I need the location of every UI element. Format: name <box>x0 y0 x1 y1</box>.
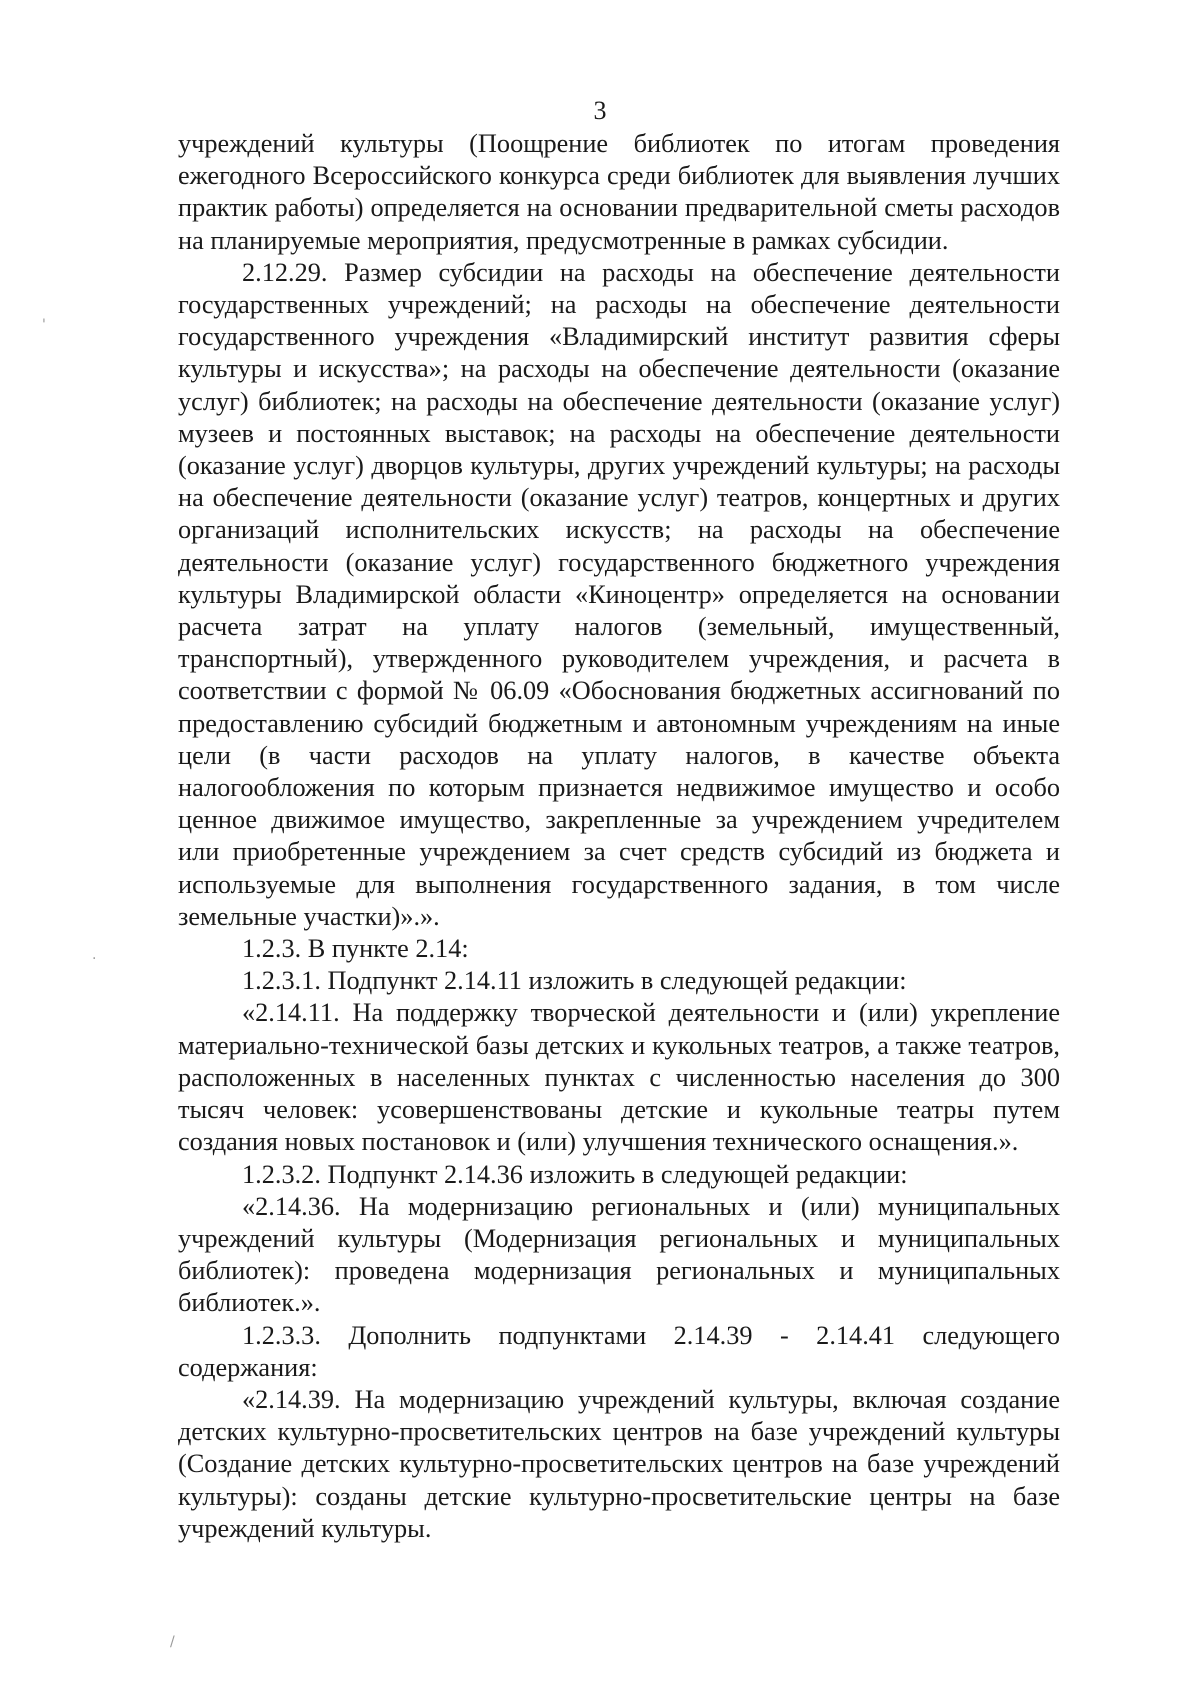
paragraph: 1.2.3.2. Подпункт 2.14.36 изложить в следующей редакции: <box>242 1159 908 1189</box>
paragraph: 1.2.3.1. Подпункт 2.14.11 изложить в следующей редакции: <box>242 966 907 996</box>
paragraph: 1.2.3.3. Дополнить подпунктами 2.14.39 - 2.14.41 следующего содержания: <box>178 1320 1060 1382</box>
document-body <box>178 128 1060 1545</box>
scan-speck: . <box>92 947 97 963</box>
paragraph: учреждений культуры (Поощрение библиотек по итогам проведения ежегодного Всероссийского конкурса среди библиотек для выявления лучших практик работы) определяется на основании предварительной сметы расходов на планируемые мероприятия, предусмотренные в рамках субсидии. <box>178 129 1060 255</box>
paragraph: «2.14.39. На модернизацию учреждений культуры, включая создание детских культурно-просветительских центров на базе учреждений культуры (Создание детских культурно-просветительских центров на базе учреждений культуры): созданы детские культурно-просветительские центры на базе учреждений культуры. <box>178 1384 1060 1543</box>
paragraph: «2.14.36. На модернизацию региональных и (или) муниципальных учреждений культуры (Модернизация региональных и муниципальных библиотек): проведена модернизация региональных и муниципальных библиотек.». <box>178 1191 1060 1318</box>
paragraph: 1.2.3. В пункте 2.14: <box>242 934 469 964</box>
paragraph: «2.14.11. На поддержку творческой деятельности и (или) укрепление материально-технической базы детских и кукольных театров, а также театров, расположенных в населенных пунктах с численностью населения до 300 тысяч человек: усовершенствованы детские и кукольные театры путем создания новых постановок и (или) улучшения технического оснащения.». <box>178 998 1060 1157</box>
scan-speck: / <box>170 1634 175 1650</box>
page-number: 3 <box>593 96 607 125</box>
paragraph: 2.12.29. Размер субсидии на расходы на обеспечение деятельности государственных учреждений; на расходы на обеспечение деятельности государственного учреждения «Владимирский институт развития сферы культуры и искусства»; на расходы на обеспечение деятельности (оказание услуг) библиотек; на расходы на обеспечение деятельности (оказание услуг) музеев и постоянных выставок; на расходы на обеспечение деятельности (оказание услуг) дворцов культуры, других учреждений культуры; на расходы на обеспечение деятельности (оказание услуг) театров, концертных и других организаций исполнительских искусств; на расходы на обеспечение деятельности (оказание услуг) государственного бюджетного учреждения культуры Владимирской области «Киноцентр» определяется на основании расчета затрат на уплату налогов (земельный, имущественный, транспортный), утвержденного руководителем учреждения, и расчета в соответствии с формой № 06.09 «Обоснования бюджетных ассигнований по предоставлению субсидий бюджетным и автономным учреждениям на иные цели (в части расходов на уплату налогов, в качестве объекта налогообложения по которым признается недвижимое имущество и особо ценное движимое имущество, закрепленные за учреждением учредителем или приобретенные учреждением за счет средств субсидий из бюджета и используемые для выполнения государственного задания, в том числе земельные участки)».». <box>178 257 1060 931</box>
scan-speck: ' <box>42 317 46 333</box>
